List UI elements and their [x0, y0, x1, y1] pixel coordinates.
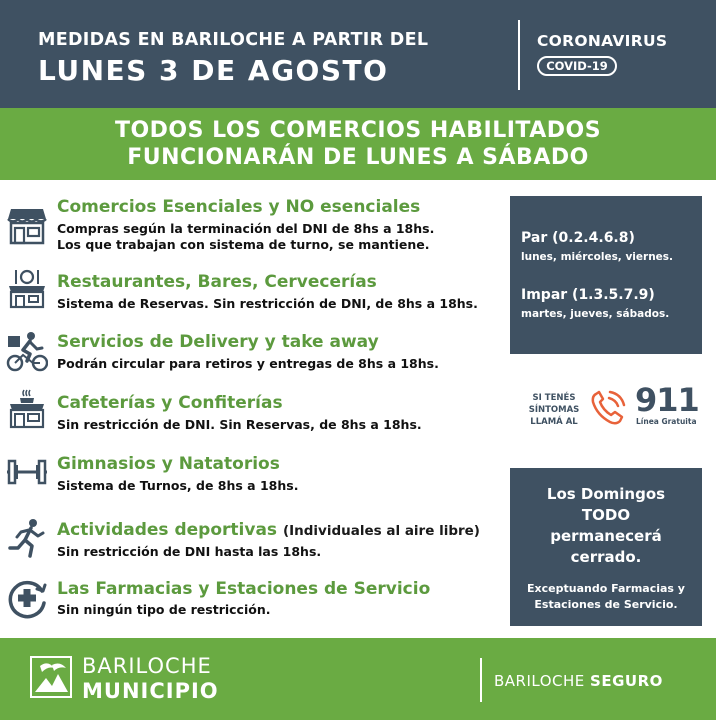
sunday-line-3: permanecerá — [550, 527, 662, 545]
footer-brand-light: BARILOCHE — [494, 672, 591, 690]
runner-icon — [6, 518, 48, 560]
impar-days: martes, jueves, sábados. — [521, 308, 670, 320]
emergency-number: 911 — [635, 381, 699, 419]
emergency-text — [523, 392, 585, 428]
cafe-icon — [6, 388, 48, 430]
covid-badge: COVID-19 — [537, 56, 617, 76]
item-title-actividades-note: (Individuales al aire libre) — [282, 523, 480, 539]
sunday-panel — [510, 468, 702, 626]
emergency-free-line: Línea Gratuita — [636, 417, 697, 426]
coronavirus-label: CORONAVIRUS — [537, 32, 668, 50]
item-desc-delivery: Podrán circular para retiros y entregas de 8hs a 18hs. — [57, 356, 439, 371]
dumbbell-icon — [6, 451, 48, 493]
item-desc-cafeterias: Sin restricción de DNI. Sin Reservas, de 8hs a 18hs. — [57, 417, 422, 432]
banner-line-2: FUNCIONARÁN DE LUNES A SÁBADO — [127, 145, 589, 170]
item-title-restaurantes: Restaurantes, Bares, Cervecerías — [57, 272, 377, 292]
footer-divider — [480, 658, 482, 702]
header — [0, 0, 716, 108]
phone-icon — [588, 388, 628, 428]
banner-line-1: TODOS LOS COMERCIOS HABILITADOS — [114, 118, 602, 143]
sunday-line-2: TODO — [581, 506, 631, 524]
footer-brand — [494, 672, 663, 690]
footer-brand-bold: SEGURO — [590, 672, 663, 690]
emergency-line-2: SÍNTOMAS — [528, 405, 580, 415]
item-desc-actividades: Sin restricción de DNI hasta las 18hs. — [57, 544, 322, 559]
footer-municipio: MUNICIPIO — [82, 679, 219, 703]
green-banner — [0, 108, 716, 180]
delivery-bike-icon — [6, 330, 48, 372]
impar-label: Impar (1.3.5.7.9) — [521, 287, 655, 303]
pharmacy-icon — [6, 577, 48, 619]
item-desc-comercios-2: Los que trabajan con sistema de turno, se mantiene. — [57, 237, 430, 252]
header-divider — [518, 20, 520, 90]
header-subtitle: MEDIDAS EN BARILOCHE A PARTIR DEL — [38, 30, 429, 50]
item-title-farmacias: Las Farmacias y Estaciones de Servicio — [57, 579, 431, 599]
item-title-actividades — [57, 520, 480, 540]
item-desc-gimnasios: Sistema de Turnos, de 8hs a 18hs. — [57, 478, 299, 493]
dni-panel — [510, 196, 702, 354]
footer — [0, 638, 716, 720]
item-title-cafeterias: Cafeterías y Confiterías — [57, 393, 283, 413]
item-desc-farmacias: Sin ningún tipo de restricción. — [57, 602, 271, 617]
header-title: LUNES 3 DE AGOSTO — [38, 54, 389, 87]
emergency-line-1: SI TENÉS — [532, 393, 576, 403]
footer-city: BARILOCHE — [82, 654, 212, 678]
sunday-note-1: Exceptuando Farmacias y — [527, 582, 685, 595]
item-title-comercios: Comercios Esenciales y NO esenciales — [57, 197, 421, 217]
emergency-line-3: LLAMÁ AL — [530, 417, 578, 427]
sunday-line-4: cerrado. — [570, 548, 642, 566]
storefront-icon — [6, 205, 48, 247]
par-label: Par (0.2.4.6.8) — [521, 230, 635, 246]
item-title-actividades-main: Actividades deportivas — [57, 520, 278, 540]
item-title-delivery: Servicios de Delivery y take away — [57, 332, 379, 352]
restaurant-icon — [6, 268, 48, 310]
item-desc-comercios-1: Compras según la terminación del DNI de 8hs a 18hs. — [57, 221, 435, 236]
item-desc-restaurantes: Sistema de Reservas. Sin restricción de DNI, de 8hs a 18hs. — [57, 296, 478, 311]
item-title-gimnasios: Gimnasios y Natatorios — [57, 454, 280, 474]
sunday-note-2: Estaciones de Servicio. — [534, 598, 678, 611]
par-days: lunes, miércoles, viernes. — [521, 251, 674, 263]
sunday-line-1: Los Domingos — [546, 485, 666, 503]
municipio-logo-icon — [30, 656, 72, 698]
